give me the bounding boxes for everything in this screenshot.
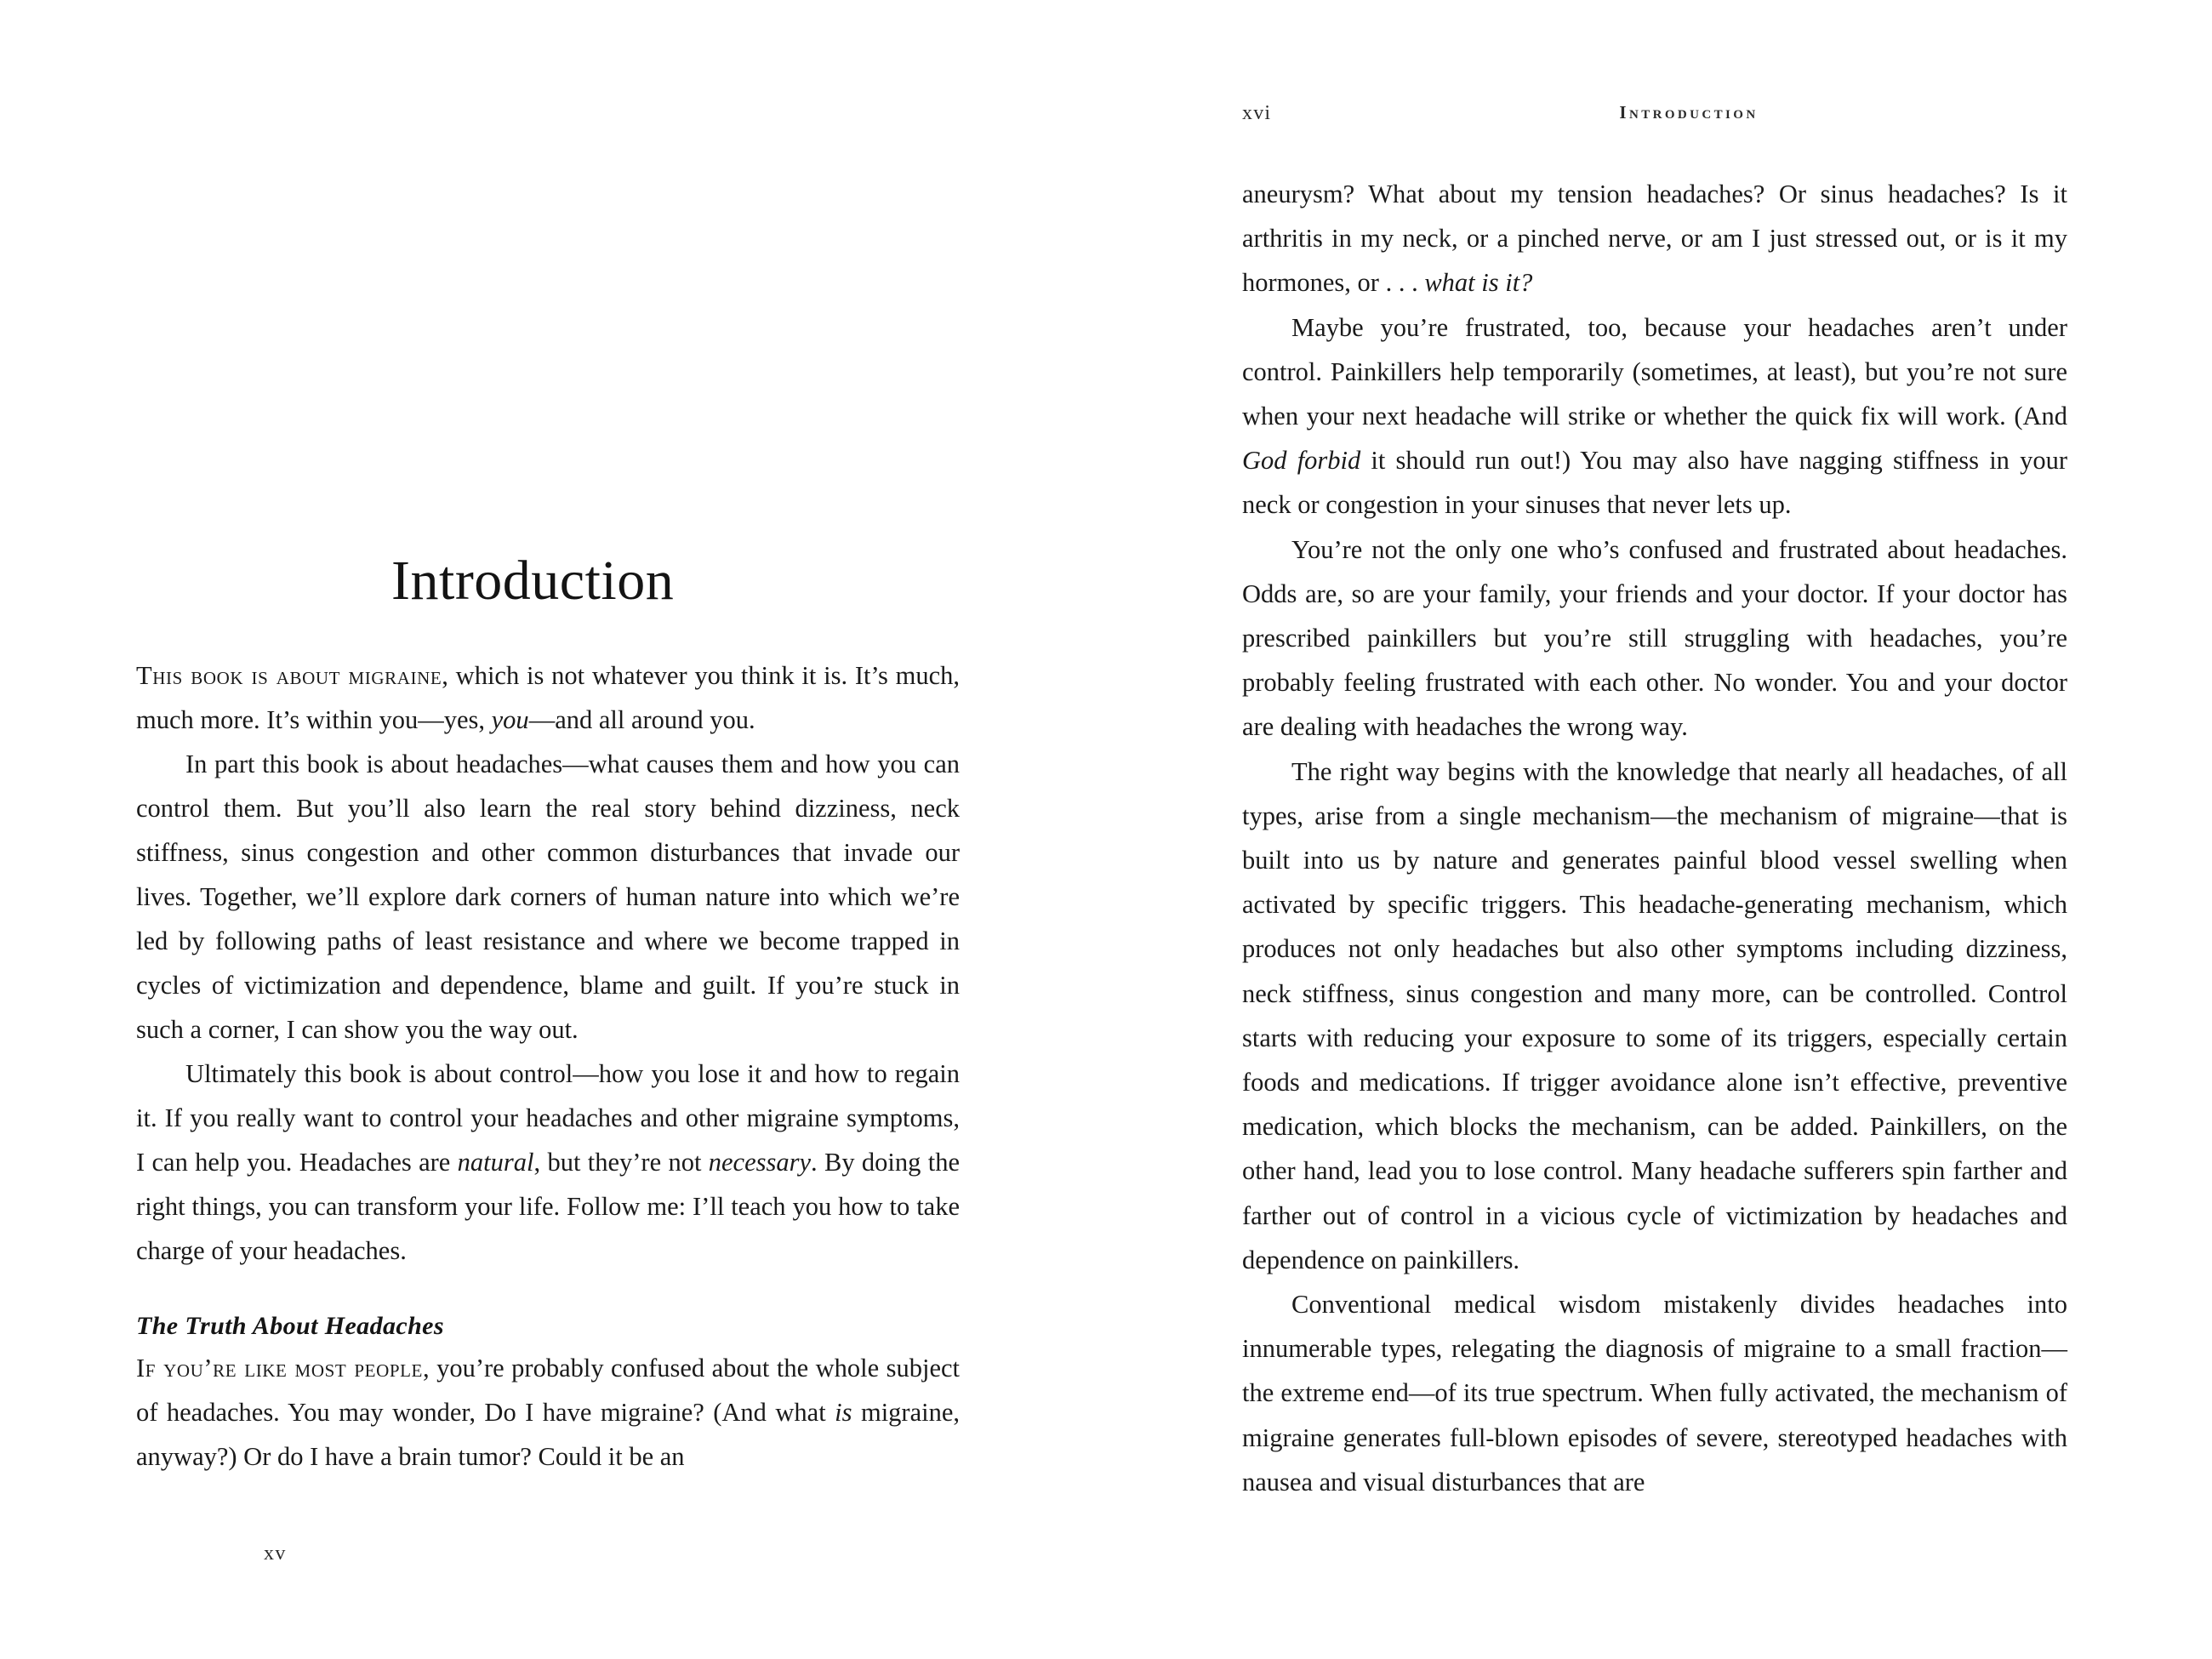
- paragraph-3-italic-1: natural: [457, 1148, 534, 1177]
- paragraph-2: In part this book is about headaches—what causes them and how you can control them. But you’ll also learn the real story behind dizziness, neck stiffness, sinus congestion and other common disturbances that invade our lives. Together, we’ll explore dark corners of human nature into which we’re led by following paths of least resistance and where we become trapped in cycles of victimization and dependence, blame and guilt. If you’re stuck in such a corner, I can show you the way out.: [136, 750, 960, 1044]
- paragraph-1-italic: you: [491, 705, 529, 734]
- paragraph-5: [1242, 172, 2067, 305]
- section-subheading: The Truth About Headaches: [136, 1312, 444, 1340]
- left-page-text-column: [136, 653, 960, 1479]
- paragraph-3-italic-2: necessary: [708, 1148, 812, 1177]
- paragraph-6-text-1: Maybe you’re frustrated, too, because your headaches aren’t under control. Painkillers help temporarily (sometimes, at least), but you’re not sure when your next headache will strike or whether the quick fix will work. (And: [1242, 312, 2067, 431]
- paragraph-8: The right way begins with the knowledge that nearly all headaches, of all types, arise from a single mechanism—the mechanism of migraine—that is built into us by nature and generates painful blood vessel swelling when activated by specific triggers. This headache-generating mechanism, which produces not only headaches but also other symptoms including dizziness, neck stiffness, sinus congestion and many more, can be controlled. Control starts with reducing your exposure to some of its triggers, especially certain foods and medications. If trigger avoidance alone isn’t effective, preventive medication, which blocks the mechanism, can be added. Painkillers, on the other hand, lead you to lose control. Many headache sufferers spin farther and farther out of control in a vicious cycle of victimization by headaches and dependence on painkillers.: [1242, 756, 2067, 1274]
- paragraph-6-italic-1: God forbid: [1242, 446, 1361, 476]
- paragraph-3-text-2: , but they’re not: [533, 1148, 709, 1177]
- running-header-title: Introduction: [1619, 102, 1759, 123]
- paragraph-6: [1242, 305, 2067, 527]
- paragraph-4-lead-smallcaps: If you’re like most people: [136, 1354, 423, 1382]
- paragraph-3: [136, 1052, 960, 1273]
- paragraph-7: You’re not the only one who’s confused and frustrated about headaches. Odds are, so are your family, your friends and your doctor. If your doctor has prescribed painkillers but you’re still struggling with headaches, you’re probably feeling frustrated with each other. No wonder. You and your doctor are dealing with headaches the wrong way.: [1242, 534, 2067, 742]
- chapter-title: Introduction: [391, 550, 675, 612]
- page-number-right: xvi: [1242, 102, 1272, 124]
- paragraph-9: Conventional medical wisdom mistakenly divides headaches into innumerable types, relegating the diagnosis of migraine to a small fraction—the extreme end—of its true spectrum. When fully activated, the mechanism of migraine generates full-blown episodes of severe, stereotyped headaches with nausea and visual disturbances that are: [1242, 1290, 2067, 1497]
- paragraph-6-text-2: it should run out!) You may also have nagging stiffness in your neck or congestion in your sinuses that never lets up.: [1242, 446, 2068, 520]
- paragraph-4-italic-1: is: [835, 1398, 852, 1427]
- paragraph-3-text-1: Ultimately this book is about control—how you lose it and how to regain it. If you really want to control your headaches and other migraine symptoms, I can help you. Headaches are: [136, 1059, 960, 1177]
- paragraph-1: [136, 653, 960, 742]
- paragraph-1-text-after: —and all around you.: [528, 705, 755, 734]
- paragraph-4-text-1: , you’re probably confused about the whole subject of headaches. You may wonder, Do I have migraine? (And what: [136, 1354, 960, 1427]
- paragraph-3-text-3: . By doing the right things, you can transform your life. Follow me: I’ll teach you how to take charge of your headaches.: [136, 1148, 960, 1265]
- right-page: [1106, 0, 2212, 1659]
- paragraph-4-text-2: migraine, anyway?) Or do I have a brain tumor? Could it be an: [136, 1398, 960, 1471]
- paragraph-1-lead-smallcaps: This book is about migraine: [136, 661, 442, 690]
- paragraph-4: [136, 1346, 960, 1479]
- running-header: [1242, 0, 2067, 136]
- paragraph-1-text: , which is not whatever you think it is. It’s much, much more. It’s within you—yes,: [136, 661, 960, 734]
- right-page-text-column: [1242, 172, 2067, 1504]
- page-number-left: xv: [264, 1542, 287, 1565]
- paragraph-5-italic-1: what is it?: [1424, 268, 1533, 298]
- paragraph-5-text-1: aneurysm? What about my tension headaches? Or sinus headaches? Is it arthritis in my neck, or a pinched nerve, or am I just stressed out, or is it my hormones, or . . .: [1242, 180, 2067, 298]
